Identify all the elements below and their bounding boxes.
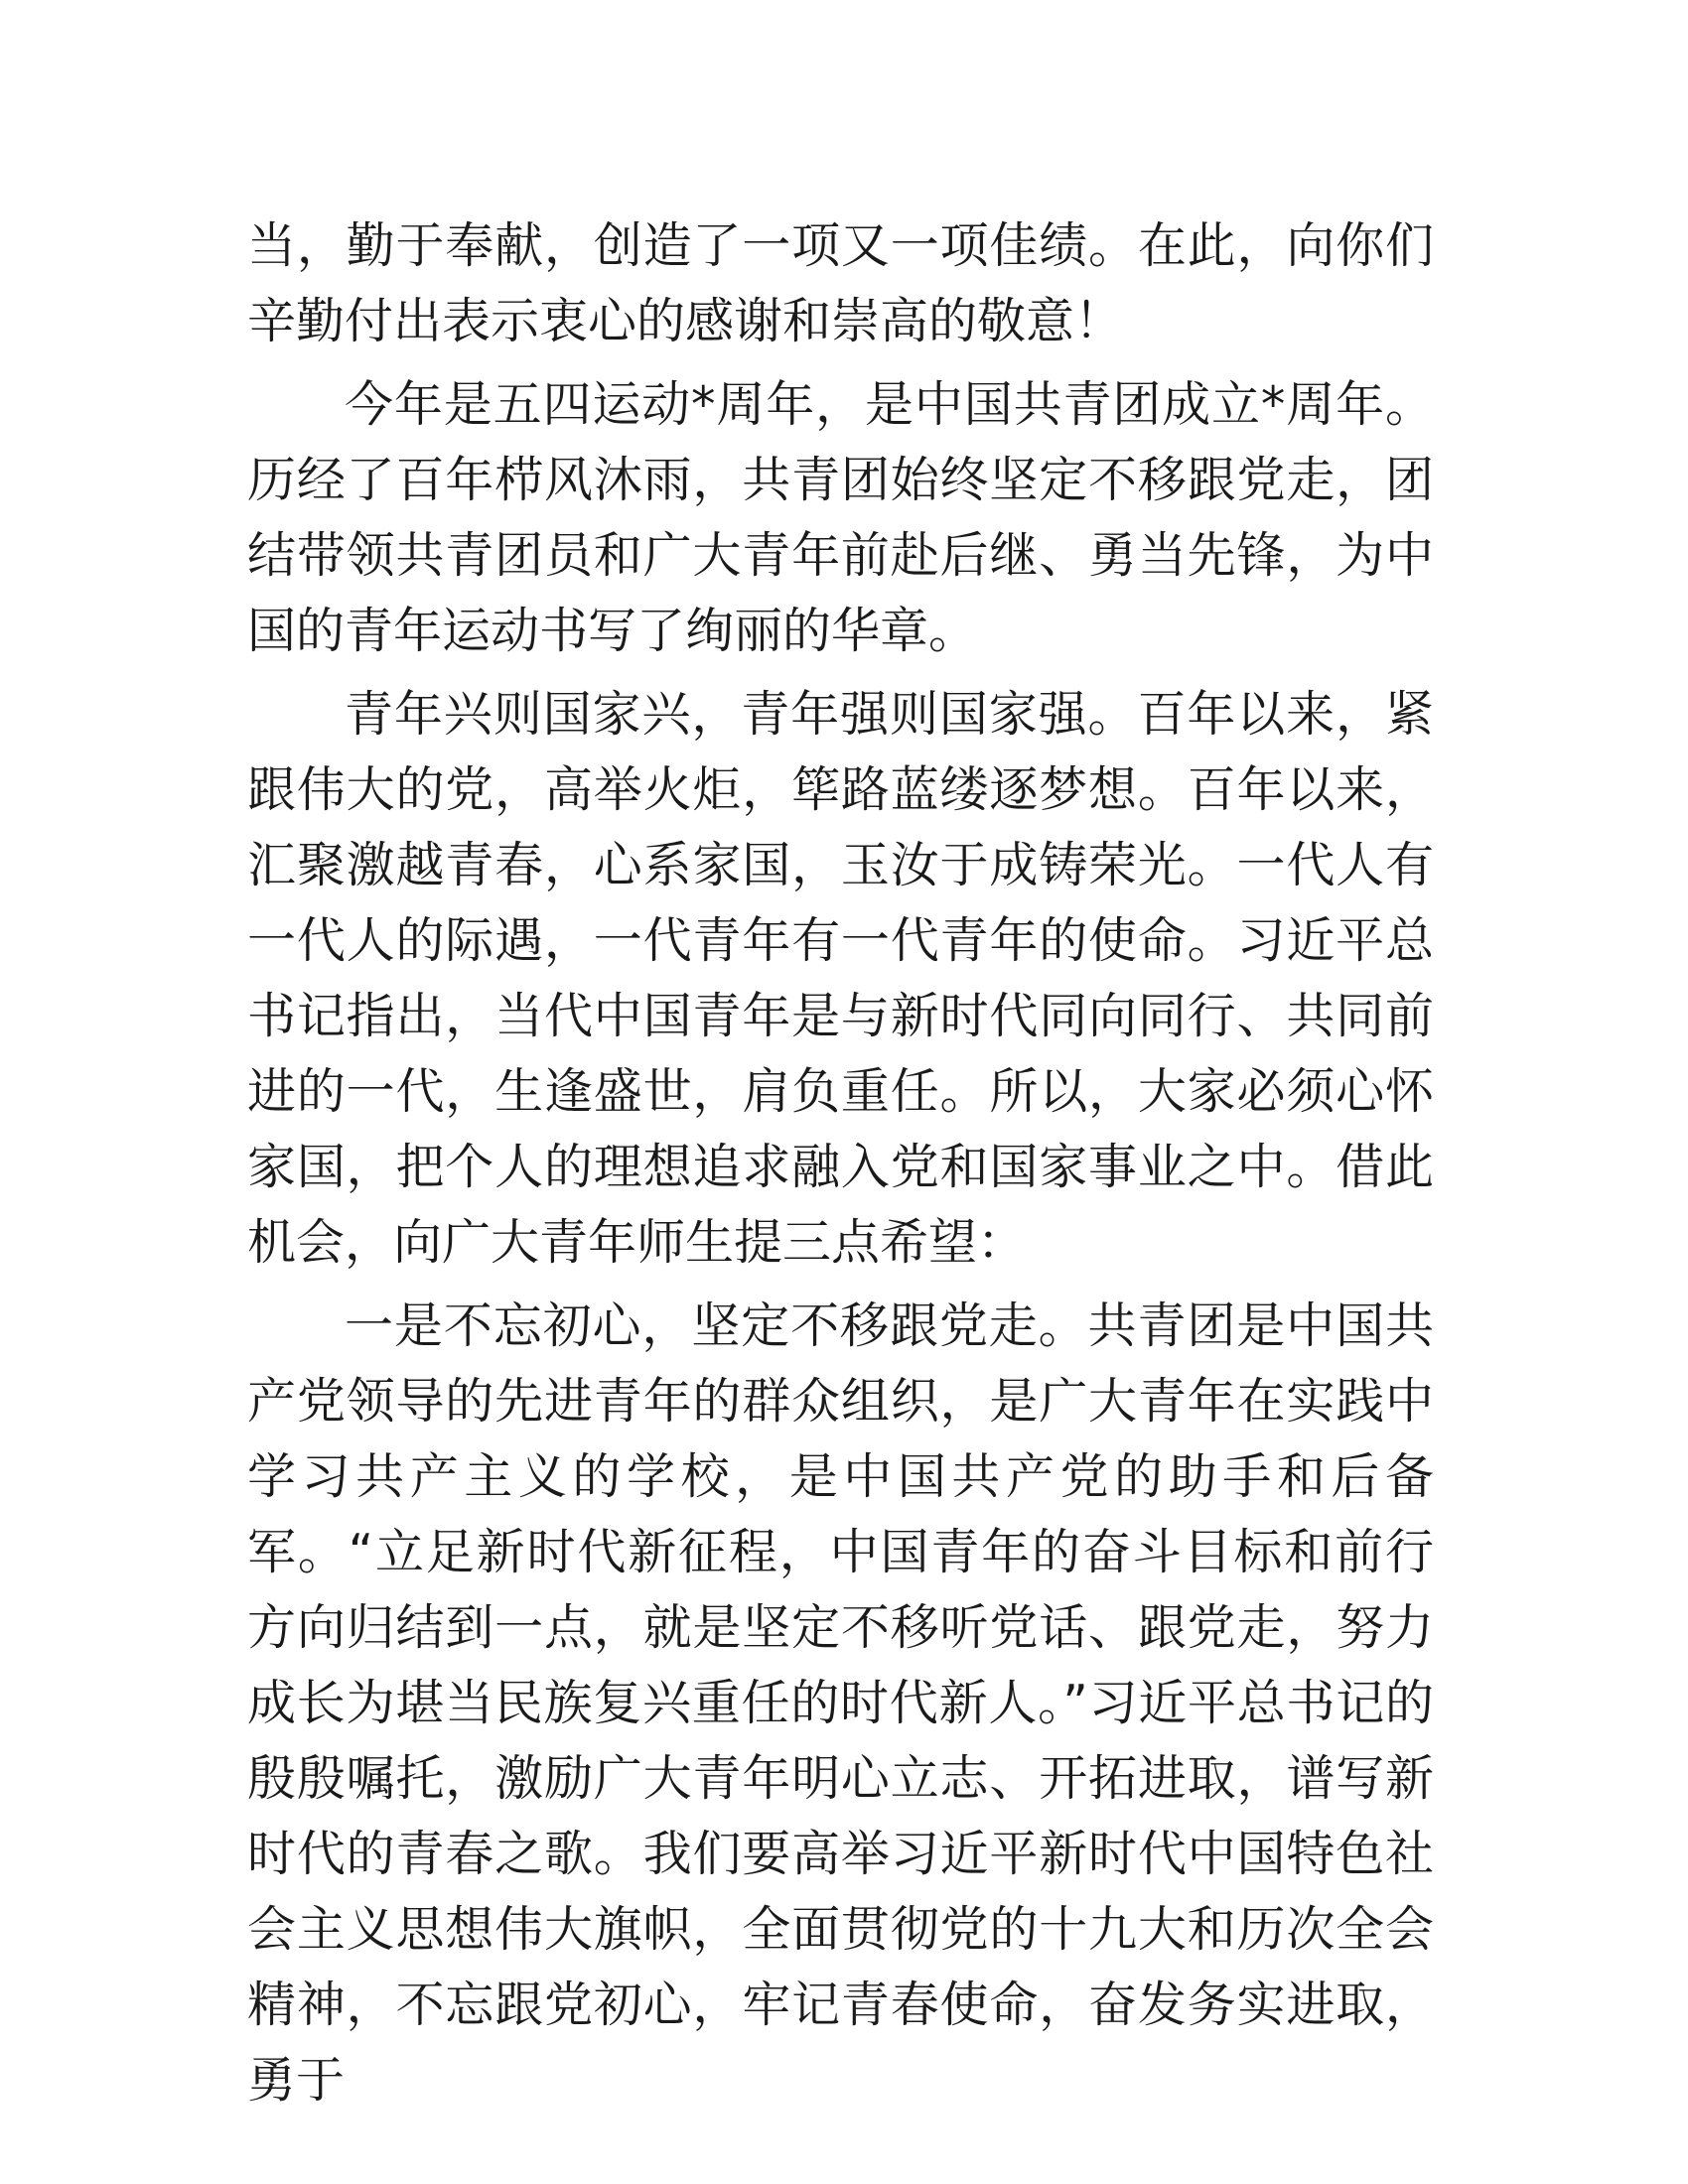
document-body: [247, 208, 1434, 2126]
paragraph-anniversary: 今年是五四运动*周年，是中国共青团成立*周年。历经了百年栉风沐雨，共青团始终坚定不移跟党走，团结带领共青团员和广大青年前赴后继、勇当先锋，为中国的青年运动书写了绚丽的华章。: [247, 376, 1434, 659]
paragraph-youth-and-nation: 青年兴则国家兴，青年强则国家强。百年以来，紧跟伟大的党，高举火炬，筚路蓝缕逐梦想。百年以来，汇聚激越青春，心系家国，玉汝于成铸荣光。一代人有一代人的际遇，一代青年有一代青年的使命。习近平总书记指出，当代中国青年是与新时代同向同行、共同前进的一代，生逢盛世，肩负重任。所以，大家必须心怀家国，把个人的理想追求融入党和国家事业之中。借此机会，向广大青年师生提三点希望：: [247, 686, 1434, 1271]
paragraph-continuation: 当，勤于奉献，创造了一项又一项佳绩。在此，向你们辛勤付出表示衷心的感谢和崇高的敬意！: [247, 217, 1434, 349]
paragraph-first-hope: 一是不忘初心，坚定不移跟党走。共青团是中国共产党领导的先进青年的群众组织，是广大青年在实践中学习共产主义的学校，是中国共产党的助手和后备军。“立足新时代新征程，中国青年的奋斗目标和前行方向归结到一点，就是坚定不移听党话、跟党走，努力成长为堪当民族复兴重任的时代新人。”习近平总书记的殷殷嘱托，激励广大青年明心立志、开拓进取，谱写新时代的青春之歌。我们要高举习近平新时代中国特色社会主义思想伟大旗帜，全面贯彻党的十九大和历次全会精神，不忘跟党初心，牢记青春使命，奋发务实进取，勇于: [247, 1297, 1434, 2109]
